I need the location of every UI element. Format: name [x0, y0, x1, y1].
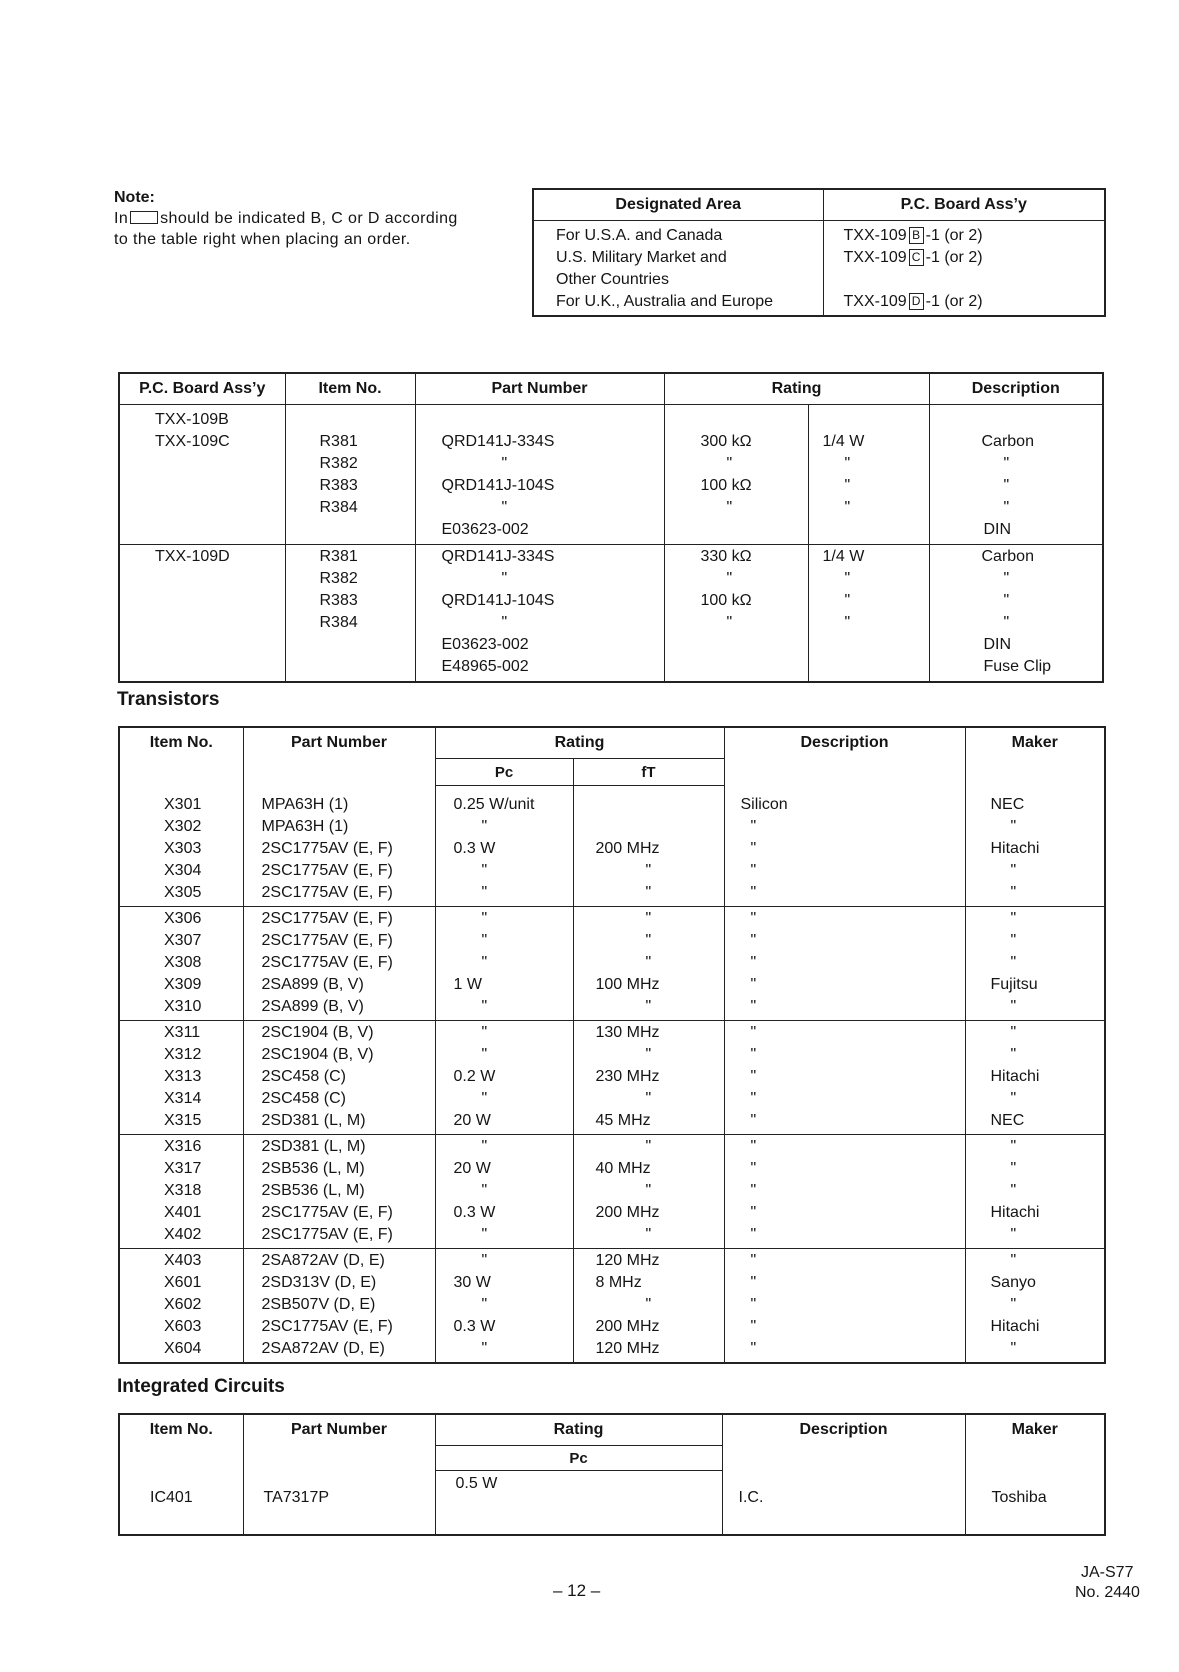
- item-no: X317: [164, 1160, 202, 1177]
- part-number: 2SB507V (D, E): [261, 1296, 376, 1313]
- part-number: 2SA872AV (D, E): [261, 1340, 385, 1357]
- pc-rating: ": [481, 1182, 488, 1199]
- maker: ": [1010, 817, 1017, 835]
- ft-rating: ": [645, 954, 652, 971]
- part-number: ": [501, 570, 508, 587]
- subheader-pc: Pc: [435, 759, 573, 786]
- ft-rating: ": [645, 910, 652, 927]
- transistor-group: [119, 907, 1105, 1021]
- item-no: X314: [164, 1090, 202, 1107]
- part-number: 2SD381 (L, M): [261, 1112, 366, 1129]
- description: Carbon: [981, 433, 1034, 450]
- ft-rating: ": [645, 1296, 652, 1313]
- description: ": [750, 817, 757, 835]
- item-no: X403: [164, 1252, 202, 1269]
- board-item: TXX-109 C -1 (or 2): [843, 249, 983, 266]
- ft-rating: ": [645, 932, 652, 949]
- item-no: R382: [319, 570, 358, 587]
- maker: Fujitsu: [990, 976, 1038, 993]
- pc-rating: 0.25 W/unit: [453, 796, 535, 813]
- wattage: ": [844, 592, 851, 609]
- board-item-empty: [844, 269, 1105, 291]
- maker: ": [1010, 1340, 1017, 1357]
- resistance: 300 kΩ: [700, 433, 752, 450]
- item-no: R384: [319, 499, 358, 516]
- part-number: 2SC1775AV (E, F): [261, 883, 393, 901]
- description: ": [750, 1046, 757, 1063]
- ft-rating: ": [645, 862, 652, 879]
- item-no: IC401: [150, 1488, 193, 1506]
- wattage: ": [844, 570, 851, 587]
- board-group: [119, 405, 1103, 545]
- part-number: 2SC458 (C): [261, 1068, 346, 1085]
- maker: ": [1010, 883, 1017, 901]
- wattage: 1/4 W: [822, 548, 865, 565]
- part-number: QRD141J-104S: [441, 592, 555, 609]
- resistance: ": [726, 570, 733, 587]
- maker: ": [1010, 1138, 1017, 1155]
- pc-rating: ": [481, 862, 488, 879]
- item-no: X602: [164, 1296, 202, 1313]
- maker: Hitachi: [990, 1068, 1040, 1085]
- ft-rating: ": [645, 1138, 652, 1155]
- resistance: ": [726, 499, 733, 516]
- pc-rating: ": [481, 1252, 488, 1269]
- pc-rating: ": [481, 1226, 488, 1243]
- box-letter-b: B: [909, 227, 924, 244]
- item-no: X304: [164, 861, 202, 879]
- item-no: X311: [164, 1024, 201, 1041]
- part-number: 2SC1775AV (E, F): [261, 839, 393, 857]
- part-number: 2SD381 (L, M): [261, 1138, 366, 1155]
- description: Carbon: [981, 548, 1034, 565]
- area-item: Other Countries: [556, 271, 669, 288]
- board-item: TXX-109 B -1 (or 2): [843, 227, 983, 244]
- description: ": [750, 1274, 757, 1291]
- item-no: X402: [164, 1226, 202, 1243]
- maker: ": [1010, 1090, 1017, 1107]
- area-item: U.S. Military Market and: [556, 249, 727, 266]
- maker: ": [1010, 1252, 1017, 1269]
- part-number: 2SD313V (D, E): [261, 1274, 377, 1291]
- box-letter-c: C: [909, 249, 924, 266]
- part-number: 2SA899 (B, V): [261, 976, 364, 993]
- part-number: ": [501, 455, 508, 472]
- board-list: [844, 225, 1105, 313]
- part-number: MPA63H (1): [261, 817, 349, 835]
- part-number: E03623-002: [441, 521, 529, 538]
- part-number: TA7317P: [243, 1471, 435, 1535]
- ft-rating: ": [645, 1182, 652, 1199]
- part-number: E48965-002: [441, 658, 529, 675]
- maker: ": [1010, 1024, 1017, 1041]
- description: DIN: [983, 636, 1012, 653]
- header-maker: Maker: [965, 727, 1105, 786]
- description: ": [1003, 592, 1010, 609]
- item-no: R382: [319, 455, 358, 472]
- item-no: R381: [319, 433, 358, 450]
- description: ": [750, 1024, 757, 1041]
- board-group: [119, 545, 1103, 683]
- item-no: X604: [164, 1340, 202, 1357]
- item-no: X310: [164, 998, 202, 1015]
- pc-rating: 0.3 W: [453, 1204, 496, 1221]
- description: ": [750, 1138, 757, 1155]
- pc-rating: ": [481, 1046, 488, 1063]
- header-item-no: Item No.: [119, 727, 243, 786]
- order-note: [114, 187, 504, 250]
- resistance: 100 kΩ: [700, 477, 752, 494]
- maker: ": [1010, 1046, 1017, 1063]
- header-rating: Rating: [435, 1414, 722, 1446]
- note-line-2: to the table right when placing an order.: [114, 231, 411, 248]
- description: ": [750, 998, 757, 1015]
- maker: ": [1010, 1296, 1017, 1313]
- part-number: E03623-002: [441, 636, 529, 653]
- pc-rating: 0.3 W: [453, 1318, 496, 1335]
- maker: Hitachi: [990, 1204, 1040, 1221]
- description: ": [750, 1182, 757, 1199]
- header-pc-board: P.C. Board Ass’y: [823, 189, 1105, 221]
- resistance: ": [726, 614, 733, 631]
- pc-rating: 30 W: [453, 1274, 491, 1291]
- description: ": [1003, 614, 1010, 631]
- part-number: 2SC1904 (B, V): [261, 1024, 374, 1041]
- maker: ": [1010, 910, 1017, 927]
- description: ": [750, 1226, 757, 1243]
- ft-rating: [596, 794, 724, 816]
- placeholder-box-icon: [130, 211, 158, 224]
- description: ": [750, 1204, 757, 1221]
- item-no: R384: [319, 614, 358, 631]
- part-number: 2SC1775AV (E, F): [261, 1226, 393, 1243]
- pc-rating: ": [481, 1296, 488, 1313]
- maker: ": [1010, 861, 1017, 879]
- description: DIN: [983, 521, 1012, 538]
- part-number: 2SA872AV (D, E): [261, 1252, 385, 1269]
- part-number: QRD141J-104S: [441, 477, 555, 494]
- ft-rating: ": [645, 1226, 652, 1243]
- header-description: Description: [724, 727, 965, 786]
- description: ": [1003, 455, 1010, 472]
- pc-rating: ": [481, 1024, 488, 1041]
- description: ": [750, 883, 757, 901]
- description: ": [750, 954, 757, 971]
- description: ": [750, 1160, 757, 1177]
- pc-rating: ": [481, 818, 488, 835]
- transistor-group: [119, 1021, 1105, 1135]
- transistors-table: [118, 726, 1106, 1364]
- header-rating: Rating: [664, 373, 929, 405]
- item-no: X306: [164, 910, 202, 927]
- ft-rating: 100 MHz: [595, 976, 660, 993]
- pc-rating: 20 W: [453, 1160, 491, 1177]
- transistors-title: Transistors: [117, 689, 220, 710]
- part-number: 2SC1904 (B, V): [261, 1046, 374, 1063]
- pc-rating: 0.2 W: [453, 1068, 496, 1085]
- board-parts-table: [118, 372, 1104, 683]
- item-no: X309: [164, 976, 202, 993]
- description: ": [750, 1112, 757, 1129]
- part-number: 2SA899 (B, V): [261, 998, 364, 1015]
- ft-rating: ": [645, 1046, 652, 1063]
- ft-rating: 230 MHz: [595, 1068, 660, 1085]
- resistance: ": [726, 455, 733, 472]
- item-no: X301: [164, 795, 202, 813]
- part-number: 2SC1775AV (E, F): [261, 1204, 393, 1221]
- item-no: X401: [164, 1204, 202, 1221]
- pc-rating: ": [481, 998, 488, 1015]
- ft-rating: ": [645, 1090, 652, 1107]
- description: ": [750, 1252, 757, 1269]
- item-no: X303: [164, 839, 202, 857]
- wattage: ": [844, 455, 851, 472]
- ics-table: [118, 1413, 1106, 1536]
- ft-rating: 45 MHz: [595, 1112, 651, 1129]
- pc-rating: ": [481, 884, 488, 901]
- description: ": [750, 861, 757, 879]
- designated-area-table: [532, 188, 1106, 317]
- pc-rating: ": [481, 1090, 488, 1107]
- wattage: ": [844, 477, 851, 494]
- ft-rating: 120 MHz: [595, 1252, 660, 1269]
- item-no: R383: [319, 592, 358, 609]
- wattage: ": [844, 499, 851, 516]
- subheader-pc: Pc: [435, 1446, 722, 1471]
- part-number: 2SC458 (C): [261, 1090, 346, 1107]
- maker: ": [1010, 998, 1017, 1015]
- item-no: R383: [319, 477, 358, 494]
- description: ": [750, 976, 757, 993]
- transistor-group: [119, 786, 1105, 907]
- ft-rating: 120 MHz: [595, 1340, 660, 1357]
- ft-rating: ": [645, 884, 652, 901]
- item-no: X316: [164, 1138, 202, 1155]
- ft-rating: 200 MHz: [595, 840, 660, 857]
- pc-rating: 0.3 W: [453, 840, 496, 857]
- ft-rating: 200 MHz: [595, 1204, 660, 1221]
- pc-rating: 0.5 W: [435, 1471, 722, 1535]
- ft-rating: [596, 816, 724, 838]
- pc-rating: ": [481, 954, 488, 971]
- header-description: Description: [929, 373, 1103, 405]
- model-number: JA-S77: [1081, 1564, 1134, 1581]
- ft-rating: 130 MHz: [595, 1024, 660, 1041]
- item-no: X308: [164, 954, 202, 971]
- assy-label: TXX-109C: [155, 433, 230, 450]
- part-number: ": [501, 499, 508, 516]
- maker: NEC: [990, 795, 1025, 813]
- maker: Toshiba: [965, 1471, 1105, 1535]
- pc-rating: 20 W: [453, 1112, 491, 1129]
- item-no: X318: [164, 1182, 202, 1199]
- item-no: X312: [164, 1046, 202, 1063]
- item-no: X302: [164, 817, 202, 835]
- description: ": [1003, 477, 1010, 494]
- description: ": [1003, 570, 1010, 587]
- item-no: X305: [164, 883, 202, 901]
- resistance: 100 kΩ: [700, 592, 752, 609]
- page-number: – 12 –: [553, 1581, 601, 1600]
- box-letter-d: D: [909, 293, 924, 310]
- area-item: For U.K., Australia and Europe: [556, 293, 773, 310]
- maker: ": [1010, 954, 1017, 971]
- subheader-ft: fT: [573, 759, 724, 786]
- wattage: 1/4 W: [822, 433, 865, 450]
- header-part-number: Part Number: [415, 373, 664, 405]
- part-number: 2SB536 (L, M): [261, 1182, 365, 1199]
- part-number: QRD141J-334S: [441, 548, 555, 565]
- transistor-group: [119, 1135, 1105, 1249]
- header-description: Description: [722, 1414, 965, 1471]
- item-no: X601: [164, 1274, 202, 1291]
- note-line-1: In should be indicated B, C or D according: [114, 210, 458, 227]
- part-number: MPA63H (1): [261, 795, 349, 813]
- ft-rating: 200 MHz: [595, 1318, 660, 1335]
- description: Silicon: [740, 795, 788, 813]
- maker: ": [1010, 1160, 1017, 1177]
- maker: Hitachi: [990, 1318, 1040, 1335]
- transistor-group: [119, 1249, 1105, 1364]
- pc-rating: ": [481, 1138, 488, 1155]
- description: ": [750, 839, 757, 857]
- part-number: 2SC1775AV (E, F): [261, 861, 393, 879]
- maker: NEC: [990, 1112, 1025, 1129]
- resistance: 330 kΩ: [700, 548, 752, 565]
- note-title: Note:: [114, 189, 155, 206]
- header-part-number: Part Number: [243, 727, 435, 786]
- item-no: X313: [164, 1068, 202, 1085]
- item-no: X307: [164, 932, 202, 949]
- maker: ": [1010, 1226, 1017, 1243]
- header-item-no: Item No.: [119, 1414, 243, 1471]
- part-number: QRD141J-334S: [441, 433, 555, 450]
- pc-rating: ": [481, 1340, 488, 1357]
- header-part-number: Part Number: [243, 1414, 435, 1471]
- document-number: No. 2440: [1075, 1584, 1140, 1601]
- pc-rating: ": [481, 932, 488, 949]
- part-number: 2SC1775AV (E, F): [261, 1318, 393, 1335]
- pc-rating: ": [481, 910, 488, 927]
- item-no: X603: [164, 1318, 202, 1335]
- ft-rating: ": [645, 998, 652, 1015]
- board-item: TXX-109 D -1 (or 2): [843, 293, 983, 310]
- item-no: R381: [319, 548, 358, 565]
- description: ": [750, 932, 757, 949]
- maker: ": [1010, 932, 1017, 949]
- maker: ": [1010, 1182, 1017, 1199]
- part-number: 2SC1775AV (E, F): [261, 932, 393, 949]
- assy-label: TXX-109D: [155, 548, 230, 565]
- maker: Hitachi: [990, 839, 1040, 857]
- wattage: ": [844, 614, 851, 631]
- area-item: For U.S.A. and Canada: [556, 227, 723, 244]
- description: ": [1003, 499, 1010, 516]
- header-rating: Rating: [435, 727, 724, 759]
- header-item-no: Item No.: [285, 373, 415, 405]
- description: I.C.: [722, 1471, 965, 1535]
- table-row: [119, 1471, 1105, 1535]
- header-designated-area: Designated Area: [533, 189, 823, 221]
- ft-rating: 8 MHz: [595, 1274, 642, 1291]
- maker: Sanyo: [990, 1274, 1036, 1291]
- item-no: X315: [164, 1112, 202, 1129]
- description: ": [750, 1340, 757, 1357]
- description: Fuse Clip: [983, 658, 1052, 675]
- description: ": [750, 1296, 757, 1313]
- part-number: 2SC1775AV (E, F): [261, 954, 393, 971]
- assy-label: TXX-109B: [155, 411, 229, 428]
- header-assy: P.C. Board Ass’y: [119, 373, 285, 405]
- description: ": [750, 1068, 757, 1085]
- ft-rating: 40 MHz: [595, 1160, 651, 1177]
- pc-rating: 1 W: [453, 976, 482, 993]
- ics-title: Integrated Circuits: [117, 1376, 285, 1397]
- description: ": [750, 910, 757, 927]
- area-list: [556, 225, 823, 313]
- part-number: 2SB536 (L, M): [261, 1160, 365, 1177]
- description: ": [750, 1318, 757, 1335]
- part-number: 2SC1775AV (E, F): [261, 910, 393, 927]
- header-maker: Maker: [965, 1414, 1105, 1471]
- part-number: ": [501, 614, 508, 631]
- description: ": [750, 1090, 757, 1107]
